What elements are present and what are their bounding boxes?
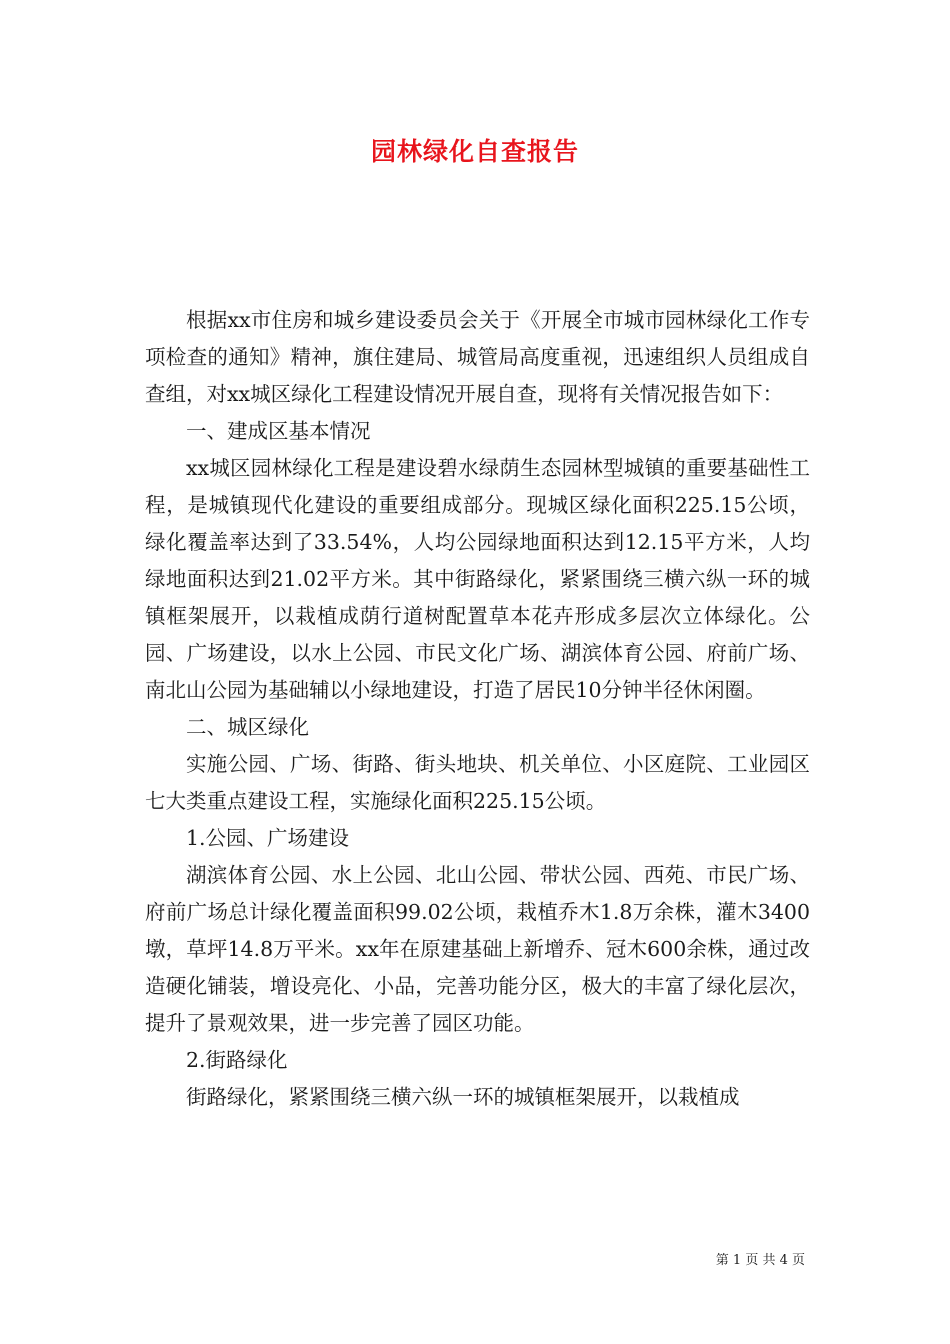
paragraph-parks: 湖滨体育公园、水上公园、北山公园、带状公园、西苑、市民广场、府前广场总计绿化覆盖面积99.02公顷，栽植乔木1.8万余株，灌木3400墩，草坪14.8万平米。xx年在原建基础上新增乔、冠木600余株，通过改造硬化铺装，增设亮化、小品，完善功能分区，极大的丰富了绿化层次，提升了景观效果，进一步完善了园区功能。 [145,863,810,1035]
document-title: 园林绿化自查报告 [370,137,579,166]
section-heading-2: 二、城区绿化 [186,715,309,739]
page-number-label: 第 1 页 共 4 页 [715,1253,805,1268]
document-body [145,302,810,1116]
subheading-parks: 1.公园、广场建设 [186,826,350,850]
paragraph-basic-situation: xx城区园林绿化工程是建设碧水绿荫生态园林型城镇的重要基础性工程，是城镇现代化建设的重要组成部分。现城区绿化面积225.15公顷，绿化覆盖率达到了33.54%，人均公园绿地面积达到12.15平方米，人均绿地面积达到21.02平方米。其中街路绿化，紧紧围绕三横六纵一环的城镇框架展开，以栽植成荫行道树配置草本花卉形成多层次立体绿化。公园、广场建设，以水上公园、市民文化广场、湖滨体育公园、府前广场、南北山公园为基础辅以小绿地建设，打造了居民10分钟半径休闲圈。 [145,456,810,702]
page-number [716,1249,805,1268]
subheading-streets: 2.街路绿化 [186,1048,288,1072]
paragraph-streets: 街路绿化，紧紧围绕三横六纵一环的城镇框架展开，以栽植成 [186,1085,740,1109]
paragraph-intro: 根据xx市住房和城乡建设委员会关于《开展全市城市园林绿化工作专项检查的通知》精神，旗住建局、城管局高度重视，迅速组织人员组成自查组，对xx城区绿化工程建设情况开展自查，现将有关情况报告如下： [145,308,810,406]
section-heading-1: 一、建成区基本情况 [186,419,371,443]
paragraph-urban-greening: 实施公园、广场、街路、街头地块、机关单位、小区庭院、工业园区七大类重点建设工程，实施绿化面积225.15公顷。 [145,752,810,813]
